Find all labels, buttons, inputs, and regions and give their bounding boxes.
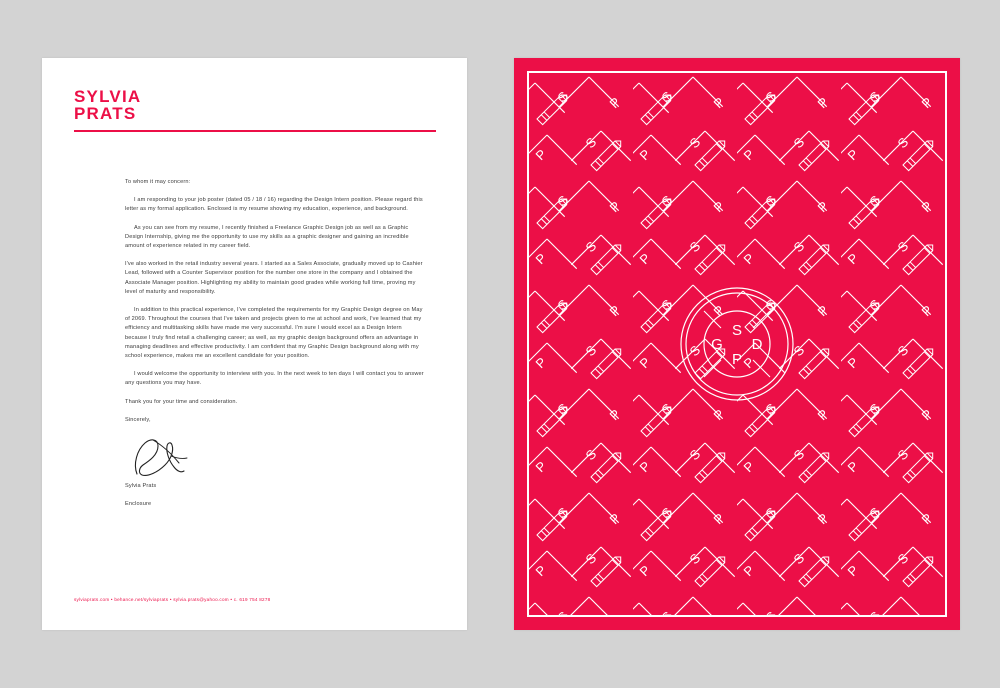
brand-name-line-1: SYLVIA — [74, 87, 142, 106]
letter-paragraph-1: I am responding to your job poster (dated 05 / 18 / 16) regarding the Design Intern position. Please regard this letter as my formal application. Enclosed is my resume showing my education, experience, and background. — [125, 197, 423, 213]
letter-paragraph-5: I would welcome the opportunity to interview with you. In the next week to ten days I will contact you to answer any questions you may have. — [125, 371, 424, 387]
letter-salutation: To whom it may concern: — [125, 179, 191, 185]
signature-name: Sylvia Prats — [125, 483, 157, 490]
monogram-letter-left: G — [711, 336, 723, 353]
signature-mark — [127, 434, 207, 478]
letterhead — [74, 88, 436, 132]
letter-body — [125, 178, 425, 518]
letter-closing: Sincerely, — [125, 416, 151, 423]
cover-letter-page — [42, 58, 467, 630]
letter-footer — [74, 597, 436, 602]
footer-contact-line: sylviaprats.com • behance.net/sylviaprats • sylvia.prats@yahoo.com • c. 619 754 8278 — [74, 597, 271, 602]
letter-paragraph-4: In addition to this practical experience, I've completed the requirements for my Graphic Design degree on May of 2069. Throughout the courses that I've taken and projects given to me at school and work, I've learned that my efficiency and multitasking skills have made me very successful. I'm sure I would excel as a Design Intern because I truly find retail a challenging career; as well, as my graphic design background offers an advantage in managing deadlines and effective productivity. I am confident that my Graphic Design background along with my school experience, makes me an excellent candidate for your position. — [125, 307, 423, 360]
monogram-letter-right: D — [751, 336, 763, 353]
letter-paragraph-2: As you can see from my resume, I recently finished a Freelance Graphic Design job as well as a Graphic Design Internship, giving me the opportunity to use my skills as a graphic designer and gaining an incredible amount of experience related in my career field. — [125, 224, 409, 250]
letter-paragraph-3: I've also worked in the retail industry several years. I started as a Sales Associate, gradually moved up to Cashier Lead, followed with a Counter Supervisor position for the number one store in the company and I obtained the Associate Manager position. Highlighting my ability to maintain good grades while working full time, proving my level of maturity and responsibility. — [125, 261, 423, 295]
letter-paragraph-6: Thank you for your time and consideration. — [125, 398, 238, 405]
brand-name-line-2: PRATS — [74, 104, 137, 123]
monogram-letter-bottom: P — [731, 351, 743, 368]
monogram-logo — [678, 285, 796, 403]
monogram-letter-top: S — [731, 322, 743, 339]
enclosure-note: Enclosure — [125, 501, 152, 508]
letterhead-divider — [74, 130, 436, 132]
brand-pattern-card — [514, 58, 960, 630]
